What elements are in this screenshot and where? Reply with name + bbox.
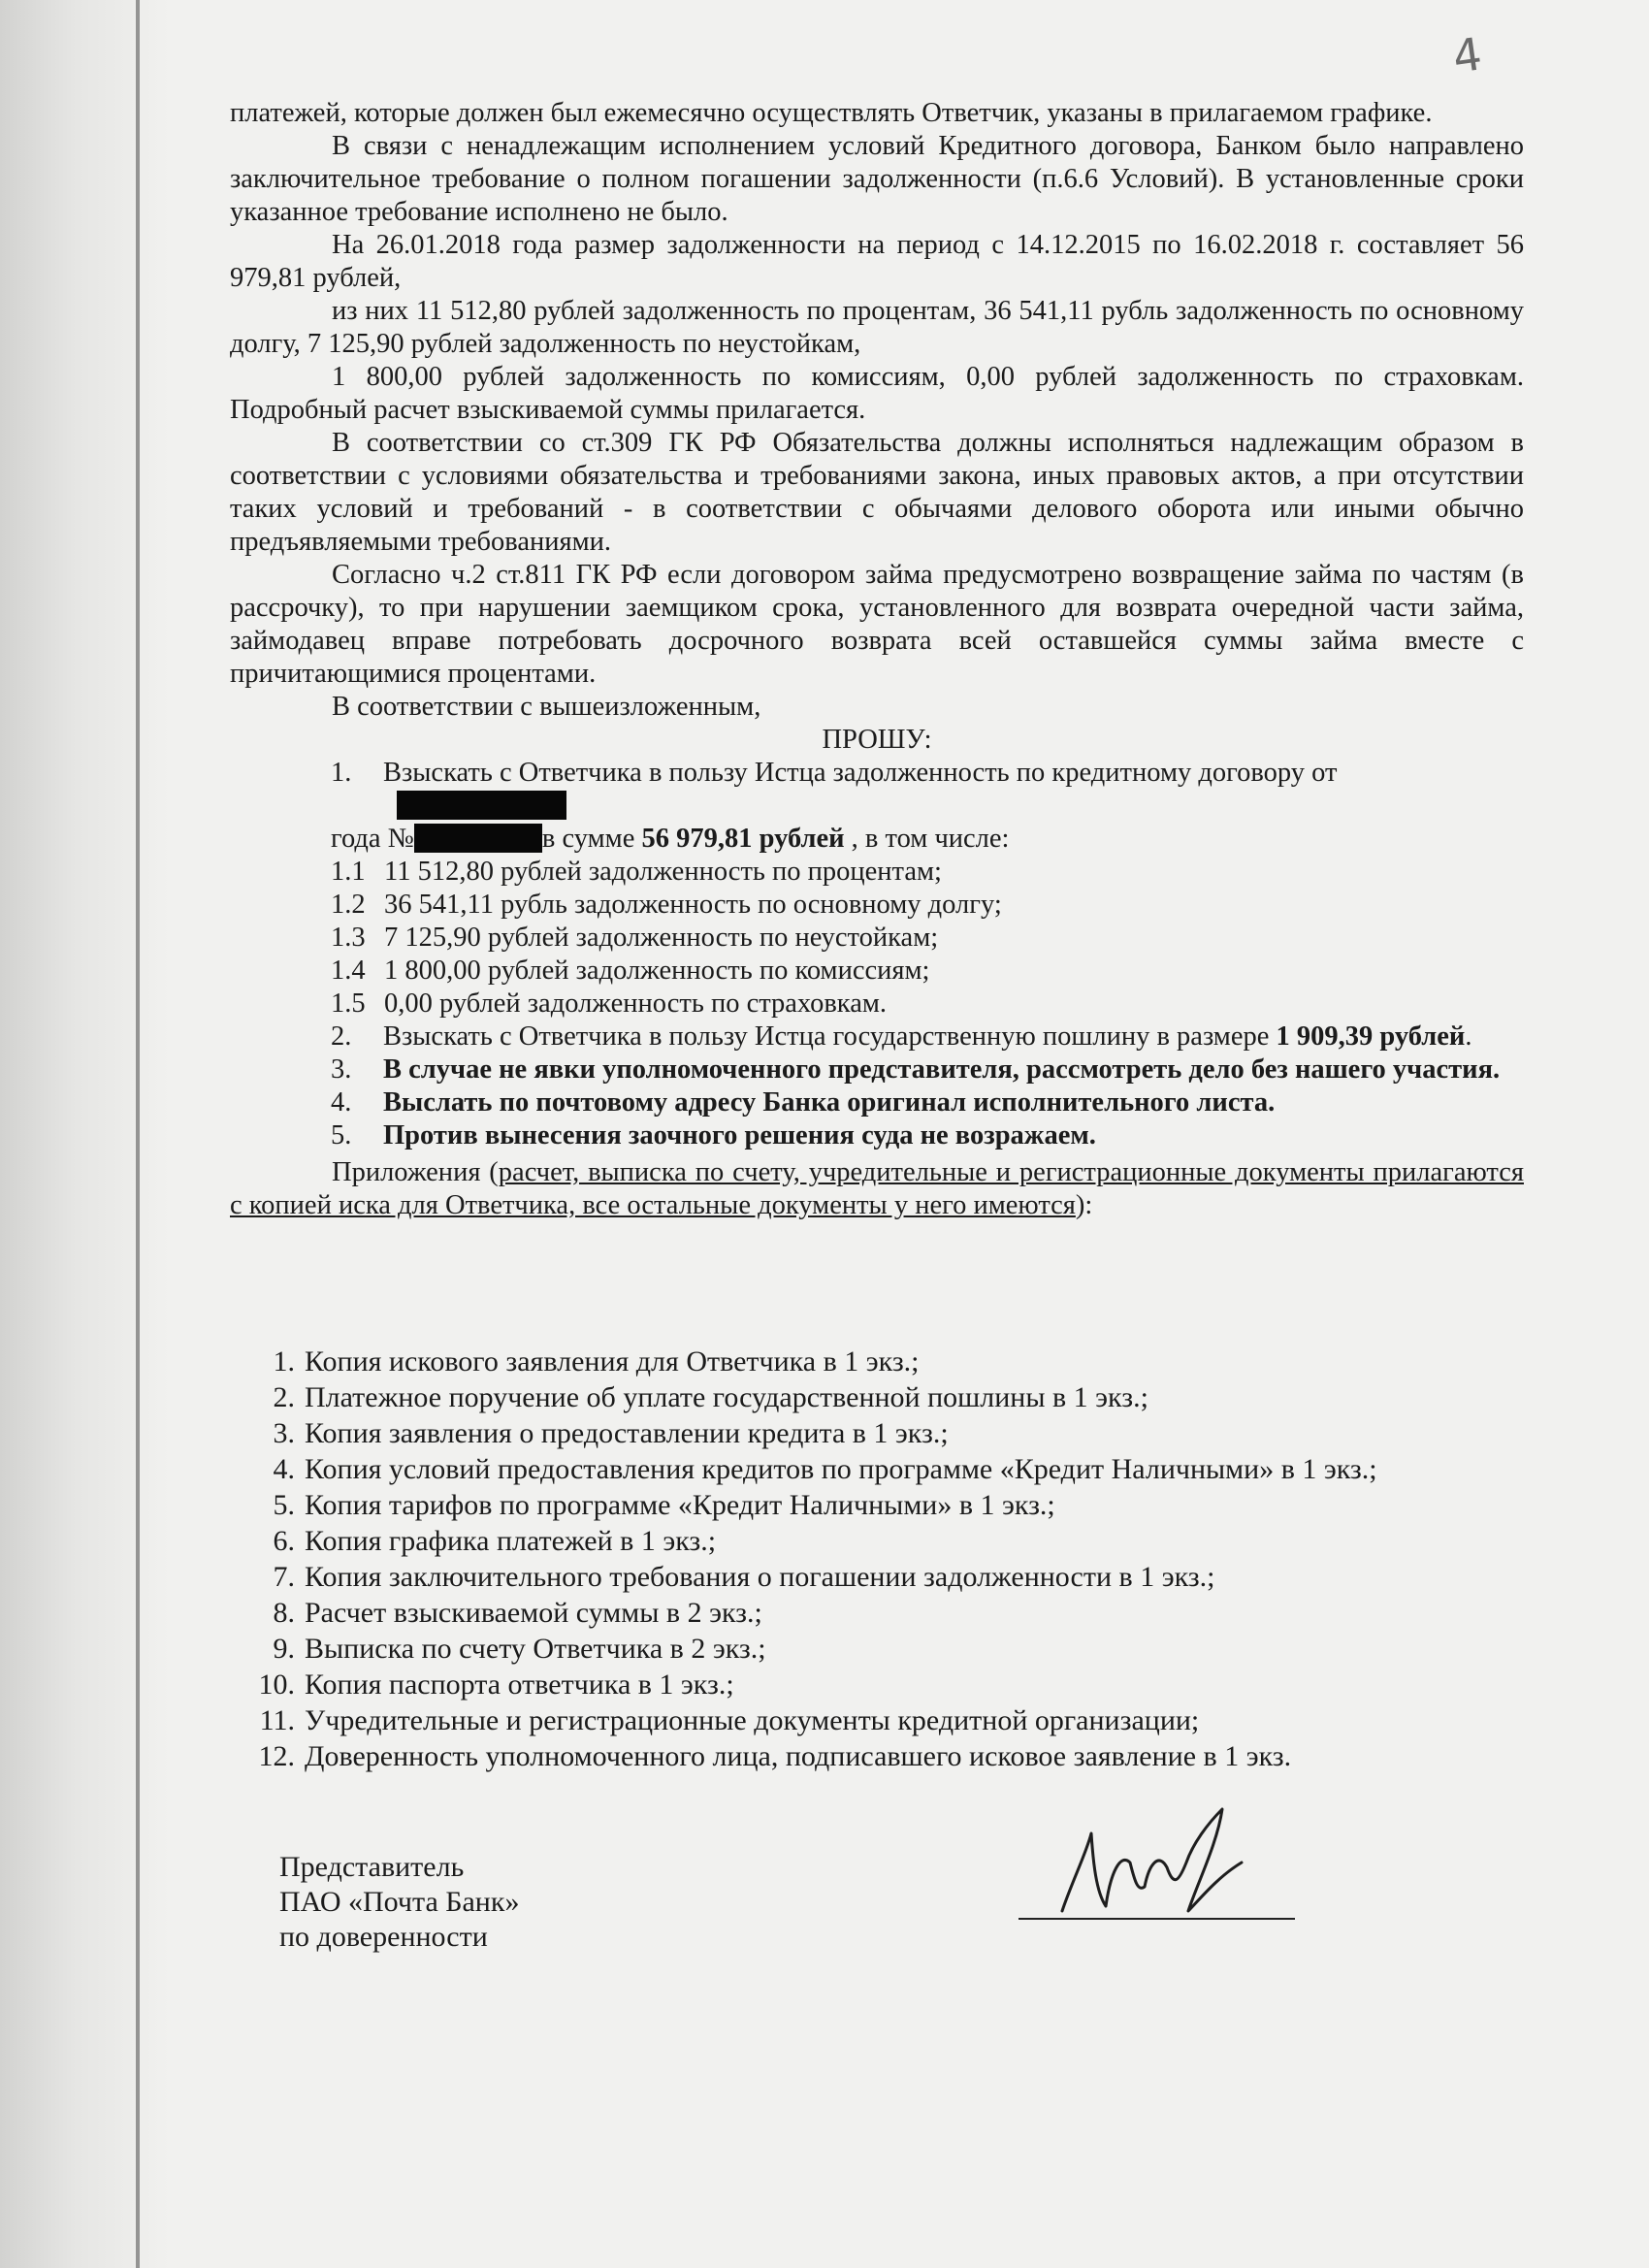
attachment-number: 7. [273,1561,295,1593]
attachment-item [244,1559,1544,1595]
sub-item-text: 11 512,80 рублей задолженность по процентам; [384,857,942,887]
sub-item-text: 36 541,11 рубль задолженность по основному долгу; [384,890,1002,920]
attachment-text: Доверенность уполномоченного лица, подписавшего исковое заявление в 1 экз. [305,1740,1292,1772]
attachment-item [244,1415,1544,1451]
redaction-box [414,824,542,853]
attachment-text: Копия тарифов по программе «Кредит Наличными» в 1 экз.; [305,1489,1055,1521]
attachment-text: Расчет взыскиваемой суммы в 2 экз.; [305,1597,762,1629]
request-text: Выслать по почтовому адресу Банка оригинал исполнительного листа. [383,1087,1276,1118]
attachment-item [244,1667,1544,1702]
request-text-part: Взыскать с Ответчика в пользу Истца задолженность по кредитному договору от [383,758,1338,788]
attachment-number: 1. [273,1345,295,1377]
request-amount: 56 979,81 рублей [641,824,845,854]
request-heading: ПРОШУ: [822,725,932,755]
page-number: 4 [1449,27,1485,83]
request-number: 4. [331,1087,352,1118]
sub-item-text: 0,00 рублей задолженность по страховкам. [384,988,888,1019]
request-item-4 [230,1086,1524,1119]
request-text [383,1021,1524,1053]
attachment-number: 5. [273,1489,295,1521]
attachment-item [244,1379,1544,1415]
attachment-item [244,1523,1544,1559]
attachment-item [244,1451,1544,1487]
attachment-number: 4. [273,1453,295,1485]
request-amount: 1 909,39 рублей [1276,1021,1466,1052]
attachments-note: расчет, выписка по счету, учредительные и регистрационные документы прилагаются с копией иска для Ответчика, все остальные документы у него имеются [230,1157,1524,1220]
attachment-number: 2. [273,1381,295,1413]
attachment-text: Копия заключительного требования о погашении задолженности в 1 экз.; [305,1561,1215,1593]
attachment-item [244,1344,1544,1379]
binder-edge [136,0,140,2268]
signature-line [1018,1918,1295,1920]
request-text-part: , в том числе: [851,824,1010,854]
redaction-box [397,791,566,820]
request-text: Против вынесения заочного решения суда не возражаем. [383,1120,1096,1150]
paragraph: В связи с ненадлежащим исполнением условий Кредитного договора, Банком было направлено заключительное требование о полном погашении задолженности (п.6.6 Условий). В установленные сроки указанное требование исполнено не было. [230,131,1524,227]
request-number: 5. [331,1120,352,1150]
request-item-3 [230,1053,1524,1086]
attachment-text: Платежное поручение об уплате государственной пошлины в 1 экз.; [305,1381,1148,1413]
paragraph: 1 800,00 рублей задолженность по комиссиям, 0,00 рублей задолженность по страховкам. Подробный расчет взыскиваемой суммы прилагается. [230,362,1524,425]
attachment-item [244,1487,1544,1523]
attachments-intro [230,1156,1524,1222]
attachment-number: 9. [273,1633,295,1665]
attachment-number: 11. [259,1704,295,1736]
attachment-number: 8. [273,1597,295,1629]
sub-item-number: 1.1 [331,857,366,887]
attachment-text: Копия искового заявления для Ответчика в 1 экз.; [305,1345,920,1377]
document-body [230,97,1524,1222]
request-text [383,757,1524,823]
request-item-2 [230,1021,1524,1053]
request-item-1 [230,757,1524,823]
sub-item [331,955,1524,988]
paragraph: Согласно ч.2 ст.811 ГК РФ если договором займа предусмотрено возвращение займа по частям (в рассрочку), то при нарушении заемщиком срока, установленного для возврата очередной части займа, займодавец вправе потребовать досрочного возврата всей оставшейся суммы займа вместе с причитающимися процентами. [230,560,1524,689]
attachment-item [244,1738,1544,1774]
sub-item-text: 1 800,00 рублей задолженность по комиссиям; [384,956,930,986]
paragraph: На 26.01.2018 года размер задолженности на период с 14.12.2015 по 16.02.2018 г. составляет 56 979,81 рублей, [230,230,1524,293]
attachment-item [244,1595,1544,1631]
sub-item [331,988,1524,1021]
attachment-text: Копия графика платежей в 1 экз.; [305,1525,717,1557]
request-text-part: в сумме [541,824,635,854]
attachment-text: Копия паспорта ответчика в 1 экз.; [305,1669,734,1701]
signatory-authority: по доверенности [279,1921,488,1953]
attachment-item [244,1702,1544,1738]
attachment-number: 10. [258,1669,295,1701]
sub-item [331,922,1524,955]
sub-item [331,856,1524,889]
attachment-text: Копия условий предоставления кредитов по программе «Кредит Наличными» в 1 экз.; [305,1453,1377,1485]
attachments-list [244,1344,1544,1774]
sub-item-number: 1.3 [331,923,366,953]
sub-item-number: 1.2 [331,890,366,920]
paragraph: В соответствии со ст.309 ГК РФ Обязательства должны исполняться надлежащим образом в соответствии с условиями обязательства и требованиями закона, иных правовых актов, а при отсутствии таких условий и требований - в соответствии с обычаями делового оборота или иными обычно предъявляемыми требованиями. [230,428,1524,557]
request-text-part: года № [331,824,414,854]
scan-shadow [0,0,170,2268]
attachments-intro-end: ): [1075,1190,1093,1220]
sub-item-number: 1.4 [331,956,366,986]
request-text: В случае не явки уполномоченного представителя, рассмотреть дело без нашего участия. [383,1054,1501,1085]
request-item-5 [230,1119,1524,1152]
sub-items [230,856,1524,1021]
request-continuation [230,823,1524,856]
paragraph: платежей, которые должен был ежемесячно осуществлять Ответчик, указаны в прилагаемом графике. [230,98,1433,128]
attachment-text: Учредительные и регистрационные документы кредитной организации; [305,1704,1200,1736]
request-number: 2. [331,1021,352,1052]
signatory-block [279,1850,519,1955]
attachment-number: 12. [258,1740,295,1772]
signatory-title: Представитель [279,1851,465,1883]
paragraph: В соответствии с вышеизложенным, [332,692,761,722]
sub-item-text: 7 125,90 рублей задолженность по неустойкам; [384,923,939,953]
request-number: 3. [331,1054,352,1085]
request-text-part: Взыскать с Ответчика в пользу Истца государственную пошлину в размере [383,1021,1270,1052]
request-text-part: . [1465,1021,1472,1052]
signature-stroke [1062,1809,1242,1911]
request-number: 1. [331,758,352,788]
sub-item [331,889,1524,922]
sub-item-number: 1.5 [331,988,366,1019]
paragraph: из них 11 512,80 рублей задолженность по процентам, 36 541,11 рубль задолженность по основному долгу, 7 125,90 рублей задолженность по неустойкам, [230,296,1524,359]
attachment-text: Копия заявления о предоставлении кредита в 1 экз.; [305,1417,949,1449]
attachment-number: 3. [273,1417,295,1449]
attachment-number: 6. [273,1525,295,1557]
attachments-intro-text: Приложения ( [332,1157,499,1187]
attachment-text: Выписка по счету Ответчика в 2 экз.; [305,1633,766,1665]
handwritten-signature [1052,1795,1266,1930]
signatory-organization: ПАО «Почта Банк» [279,1886,520,1918]
attachment-item [244,1631,1544,1667]
